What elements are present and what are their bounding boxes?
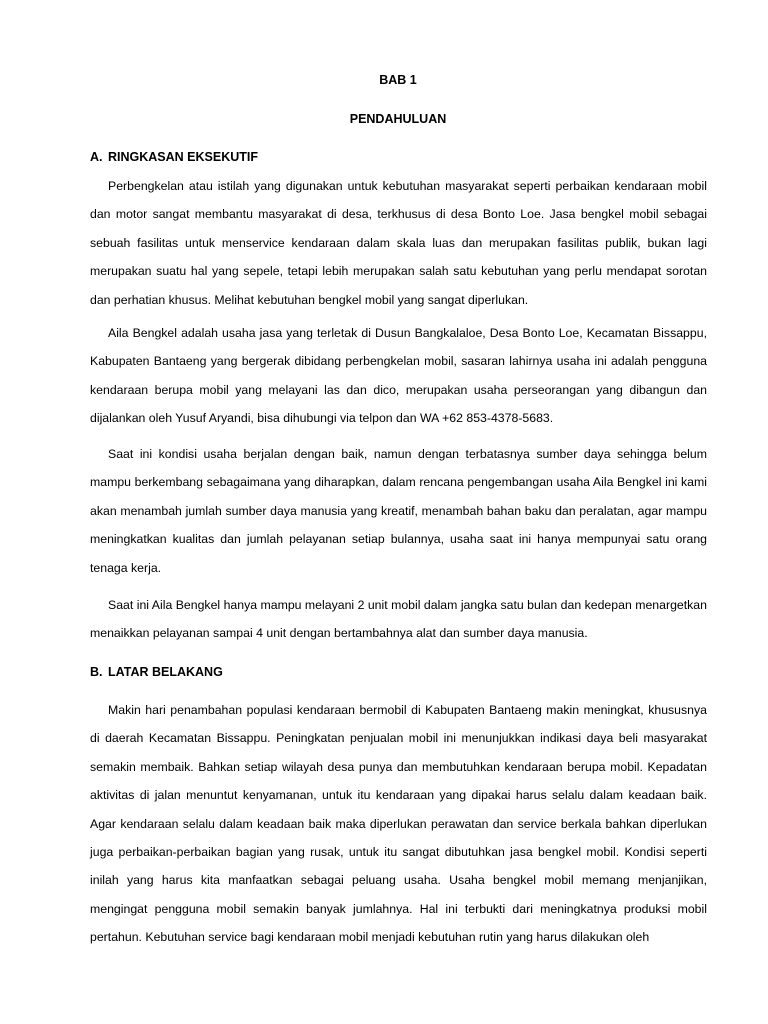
section-a-heading	[90, 150, 258, 164]
section-a-number: A.	[90, 150, 103, 164]
section-a-paragraph-1: Perbengkelan atau istilah yang digunakan untuk kebutuhan masyarakat seperti perbaikan kendaraan mobil dan motor sangat membantu masyarakat di desa, terkhusus di desa Bonto Loe. Jasa bengkel mobil sebagai sebuah fasilitas untuk menservice kendaraan dalam skala luas dan merupakan fasilitas publik, bukan lagi merupakan suatu hal yang sepele, tetapi lebih merupakan salah satu kebutuhan yang perlu mendapat sorotan dan perhatian khusus. Melihat kebutuhan bengkel mobil yang sangat diperlukan.	[90, 179, 707, 307]
section-b-paragraph-1: Makin hari penambahan populasi kendaraan bermobil di Kabupaten Bantaeng makin meningkat, khususnya di daerah Kecamatan Bissappu. Peningkatan penjualan mobil ini menunjukkan indikasi daya beli masyarakat semakin membaik. Bahkan setiap wilayah desa punya dan membutuhkan kendaraan berupa mobil. Kepadatan aktivitas di jalan menuntut kenyamanan, untuk itu kendaraan yang dipakai harus selalu dalam keadaan baik. Agar kendaraan selalu dalam keadaan baik maka diperlukan perawatan dan service berkala bahkan diperlukan juga perbaikan-perbaikan bagian yang rusak, untuk itu sangat dibutuhkan jasa bengkel mobil. Kondisi seperti inilah yang harus kita manfaatkan sebagai peluang usaha. Usaha bengkel mobil memang menjanjikan, mengingat pengguna mobil semakin banyak jumlahnya. Hal ini terbukti dari meningkatnya produksi mobil pertahun. Kebutuhan service bagi kendaraan mobil menjadi kebutuhan rutin yang harus dilakukan oleh	[90, 703, 707, 945]
section-a-paragraph-2: Aila Bengkel adalah usaha jasa yang terletak di Dusun Bangkalaloe, Desa Bonto Loe, Kecamatan Bissappu, Kabupaten Bantaeng yang bergerak dibidang perbengkelan mobil, sasaran lahirnya usaha ini adalah pengguna kendaraan berupa mobil yang melayani las dan dico, merupakan usaha perseorangan yang dibangun dan dijalankan oleh Yusuf Aryandi, bisa dihubungi via telpon dan WA +62 853-4378-5683.	[90, 326, 707, 426]
section-a-title: RINGKASAN EKSEKUTIF	[108, 150, 259, 164]
section-a-paragraph-4: Saat ini Aila Bengkel hanya mampu melayani 2 unit mobil dalam jangka satu bulan dan kedepan menargetkan menaikkan pelayanan sampai 4 unit dengan bertambahnya alat dan sumber daya manusia.	[90, 598, 707, 641]
chapter-number: BAB 1	[379, 73, 417, 87]
section-b-heading	[90, 665, 223, 679]
section-a-paragraph-3: Saat ini kondisi usaha berjalan dengan baik, namun dengan terbatasnya sumber daya sehingga belum mampu berkembang sebagaimana yang diharapkan, dalam rencana pengembangan usaha Aila Bengkel ini kami akan menambah jumlah sumber daya manusia yang kreatif, menambah bahan baku dan peralatan, agar mampu meningkatkan kualitas dan jumlah pelayanan setiap bulannya, usaha saat ini hanya mempunyai satu orang tenaga kerja.	[90, 447, 707, 575]
chapter-title: PENDAHULUAN	[349, 112, 447, 126]
section-b-title: LATAR BELAKANG	[108, 665, 223, 679]
section-b-number: B.	[90, 665, 103, 679]
